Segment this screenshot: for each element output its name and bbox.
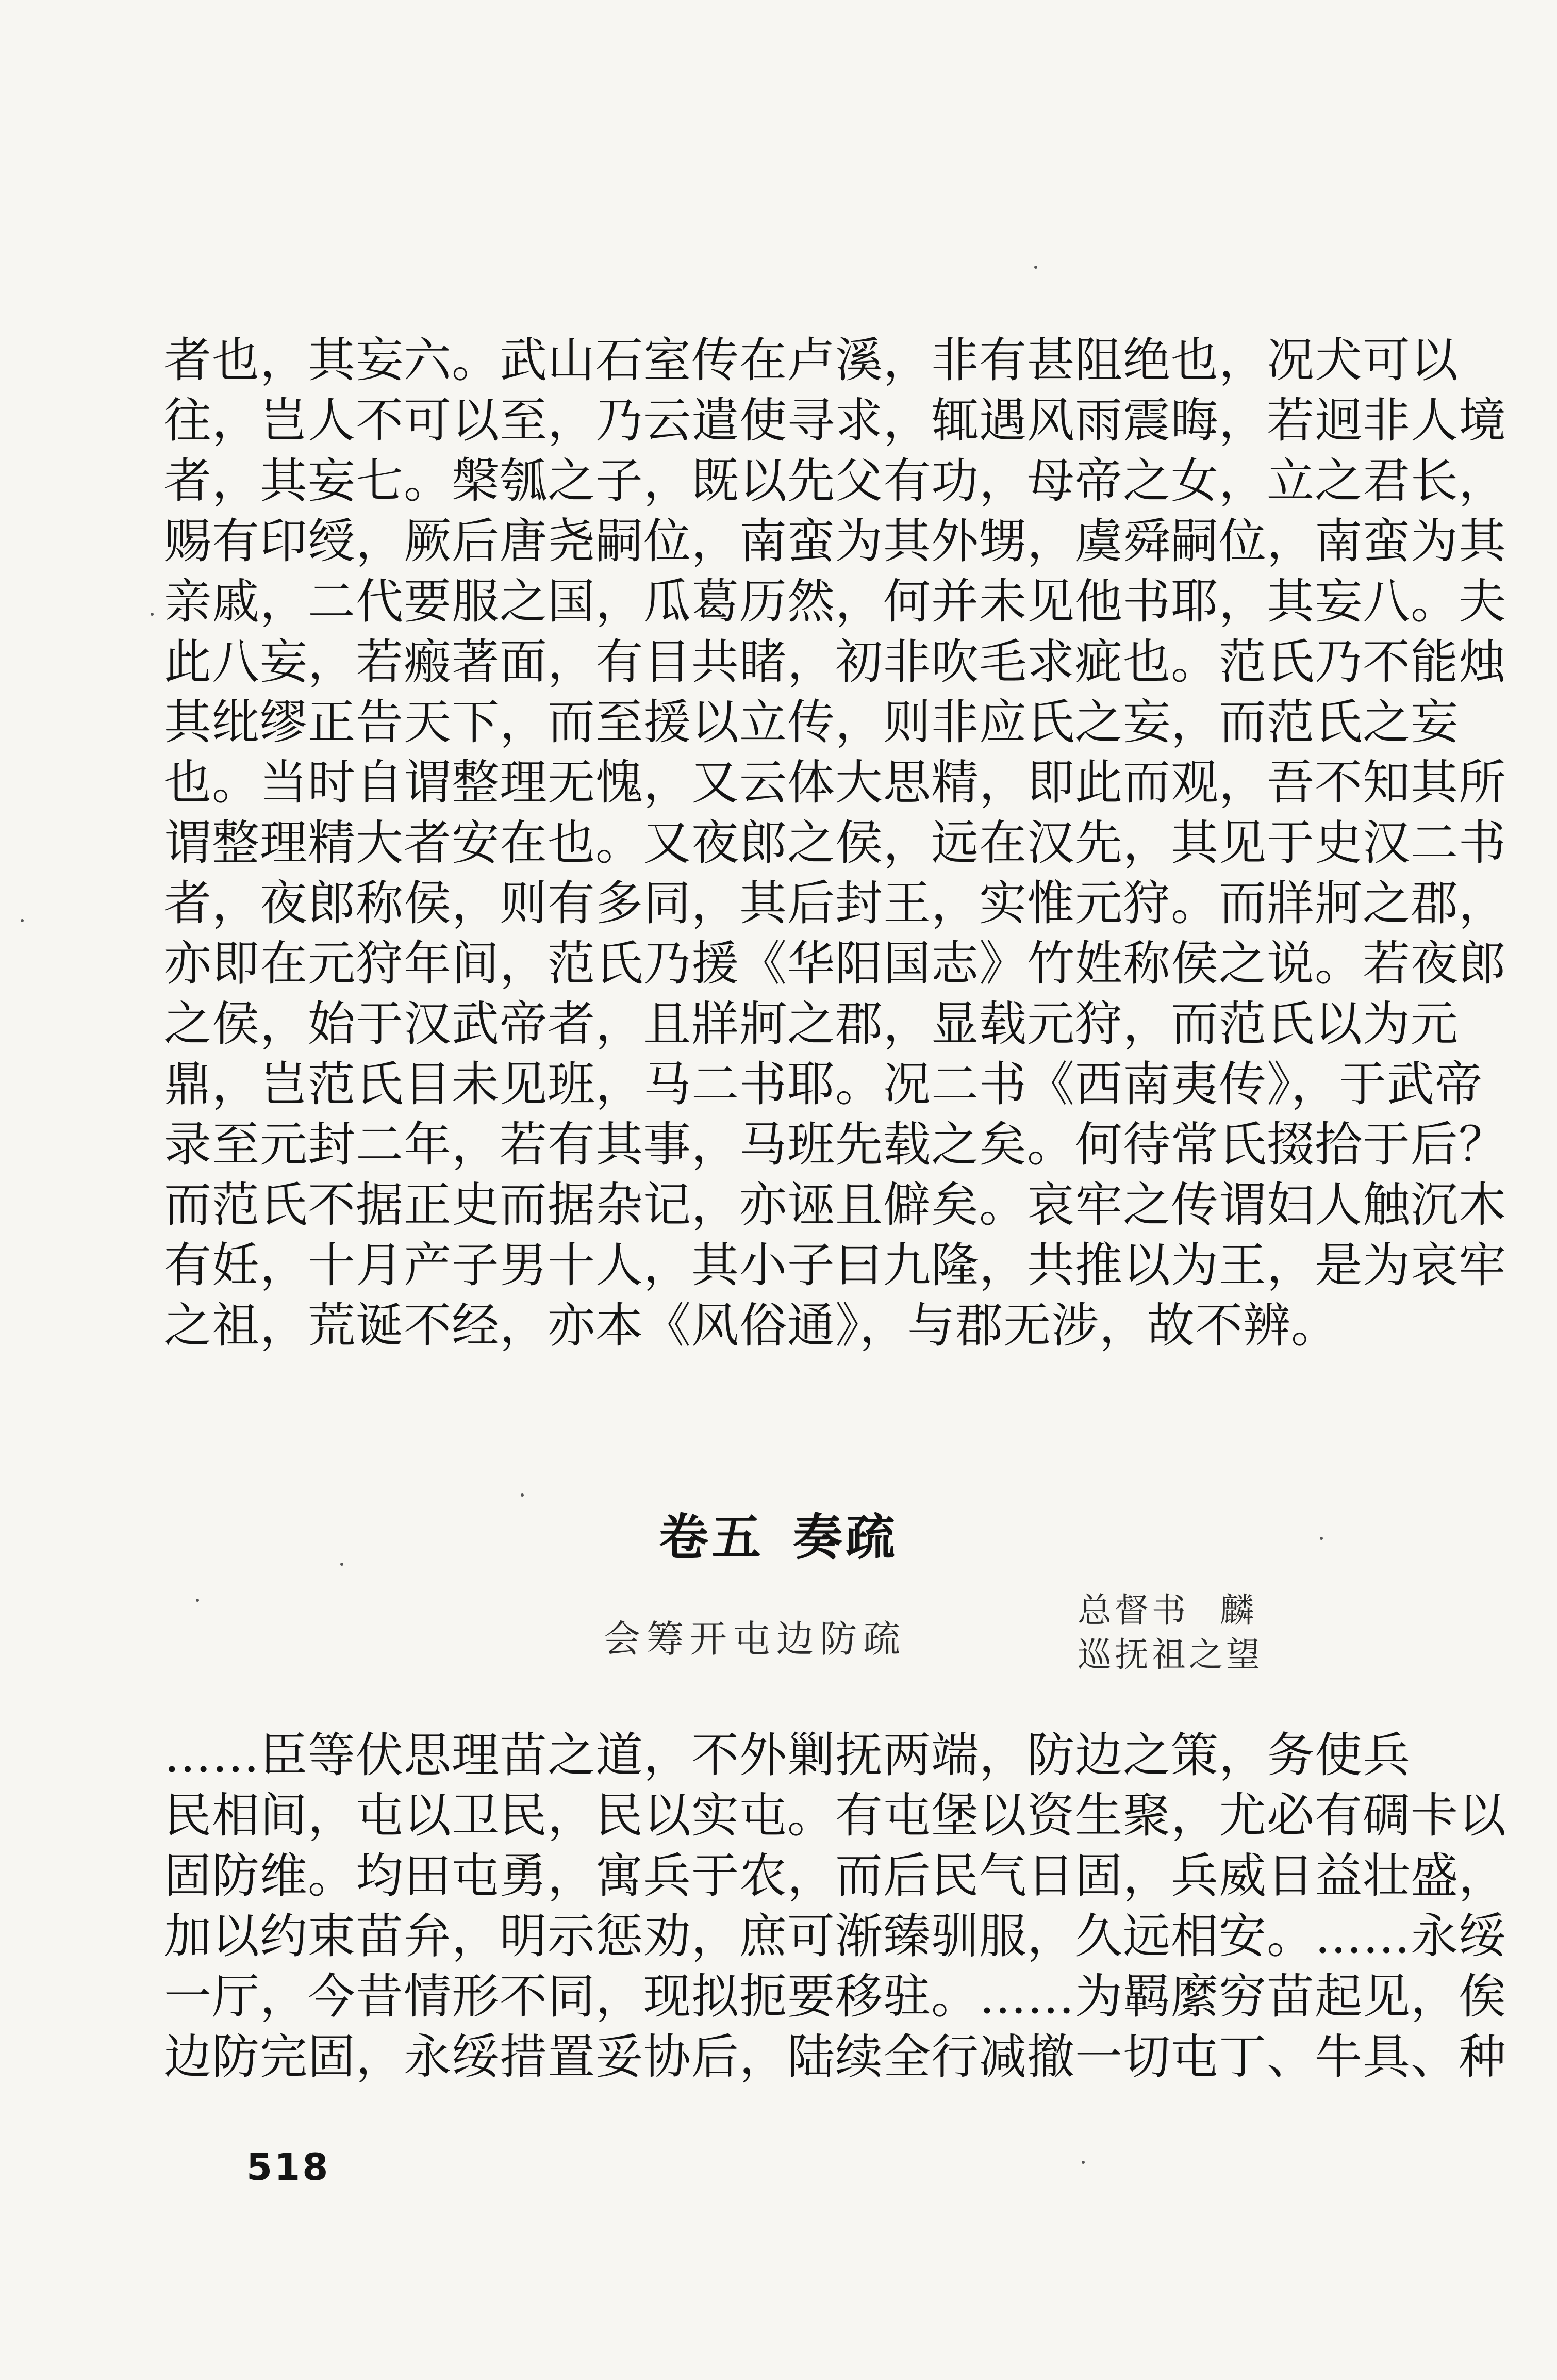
text-line: 赐有印绶，厥后唐尧嗣位，南蛮为其外甥，虞舜嗣位，南蛮为其: [164, 514, 1507, 569]
text-line: 谓整理精大者安在也。又夜郎之侯，远在汉先，其见于史汉二书: [164, 815, 1507, 871]
scan-speck: [1320, 1537, 1323, 1540]
text-line: 之侯，始于汉武帝者，且牂牁之郡，显载元狩，而范氏以为元: [164, 996, 1459, 1052]
section-heading: [0, 1498, 1557, 1569]
text-line: 亦即在元狩年间，范氏乃援《华阳国志》竹姓称侯之说。若夜郎: [164, 936, 1507, 991]
category-label: 奏疏: [793, 1508, 898, 1566]
text-line: 鼎，岂范氏目未见班，马二书耶。况二书《西南夷传》，于武帝: [164, 1057, 1483, 1112]
text-line: 加以约束苗弁，明示惩劝，庶可渐臻驯服，久远相安。……永绥: [164, 1909, 1507, 1964]
text-line: 录至元封二年，若有其事，马班先载之矣。何待常氏掇拾于后？: [164, 1117, 1507, 1172]
scan-speck: [21, 919, 24, 922]
text-line: 亲戚，二代要服之国，瓜葛历然，何并未见他书耶，其妄八。夫: [164, 574, 1507, 629]
text-line: 民相间，屯以卫民，民以实屯。有屯堡以资生聚，尤必有碉卡以: [164, 1788, 1507, 1843]
text-line: 其纰缪正告天下，而至援以立传，则非应氏之妄，而范氏之妄: [164, 695, 1459, 750]
text-line: 之祖，荒诞不经，亦本《风俗通》，与郡无涉，故不辨。: [164, 1298, 1339, 1353]
text-line: 边防完固，永绥措置妥协后，陆续全行减撤一切屯丁、牛具、种: [164, 2029, 1507, 2084]
text-line: 此八妄，若瘢著面，有目共睹，初非吹毛求疵也。范氏乃不能烛: [164, 634, 1507, 690]
text-line: 有妊，十月产子男十人，其小子曰九隆，共推以为王，是为哀牢: [164, 1238, 1507, 1293]
text-line: 也。当时自谓整理无愧，又云体大思精，即此而观，吾不知其所: [164, 755, 1507, 810]
text-line: 往，岂人不可以至，乃云遣使寻求，辄遇风雨震晦，若迥非人境: [164, 393, 1507, 448]
memorial-title: 会筹开屯边防疏: [603, 1617, 907, 1661]
memorial-authors: [1078, 1588, 1263, 1677]
scan-speck: [1082, 2161, 1085, 2164]
author-line-1: [1078, 1588, 1263, 1633]
text-line: 者，其妄七。槃瓠之子，既以先父有功，母帝之女，立之君长，: [164, 453, 1507, 508]
text-line: 而范氏不据正史而据杂记，亦诬且僻矣。哀牢之传谓妇人触沉木: [164, 1177, 1507, 1233]
text-line: ……臣等伏思理苗之道，不外剿抚两端，防边之策，务使兵: [164, 1728, 1411, 1783]
page-number: 518: [246, 2145, 330, 2189]
paragraph-2: [164, 1725, 1507, 2087]
author-line-2: 巡抚祖之望: [1078, 1635, 1263, 1675]
volume-label: 卷五: [659, 1508, 764, 1566]
text-line: 固防维。均田屯勇，寓兵于农，而后民气日固，兵威日益壮盛，: [164, 1848, 1507, 1903]
author-role: 总督书: [1078, 1590, 1189, 1630]
text-line: 一厅，今昔情形不同，现拟扼要移驻。……为羁縻穷苗起见，俟: [164, 1969, 1507, 2024]
author-name: 麟: [1220, 1590, 1257, 1630]
scan-speck: [1034, 266, 1037, 269]
scan-speck: [151, 613, 154, 616]
scan-speck: [196, 1599, 199, 1602]
scan-speck: [340, 1563, 343, 1566]
text-line: 者也，其妄六。武山石室传在卢溪，非有甚阻绝也，况犬可以: [164, 333, 1459, 388]
paragraph-1: [164, 330, 1507, 1356]
scan-speck: [521, 1493, 524, 1497]
text-line: 者，夜郎称侯，则有多同，其后封王，实惟元狩。而牂牁之郡，: [164, 876, 1507, 931]
